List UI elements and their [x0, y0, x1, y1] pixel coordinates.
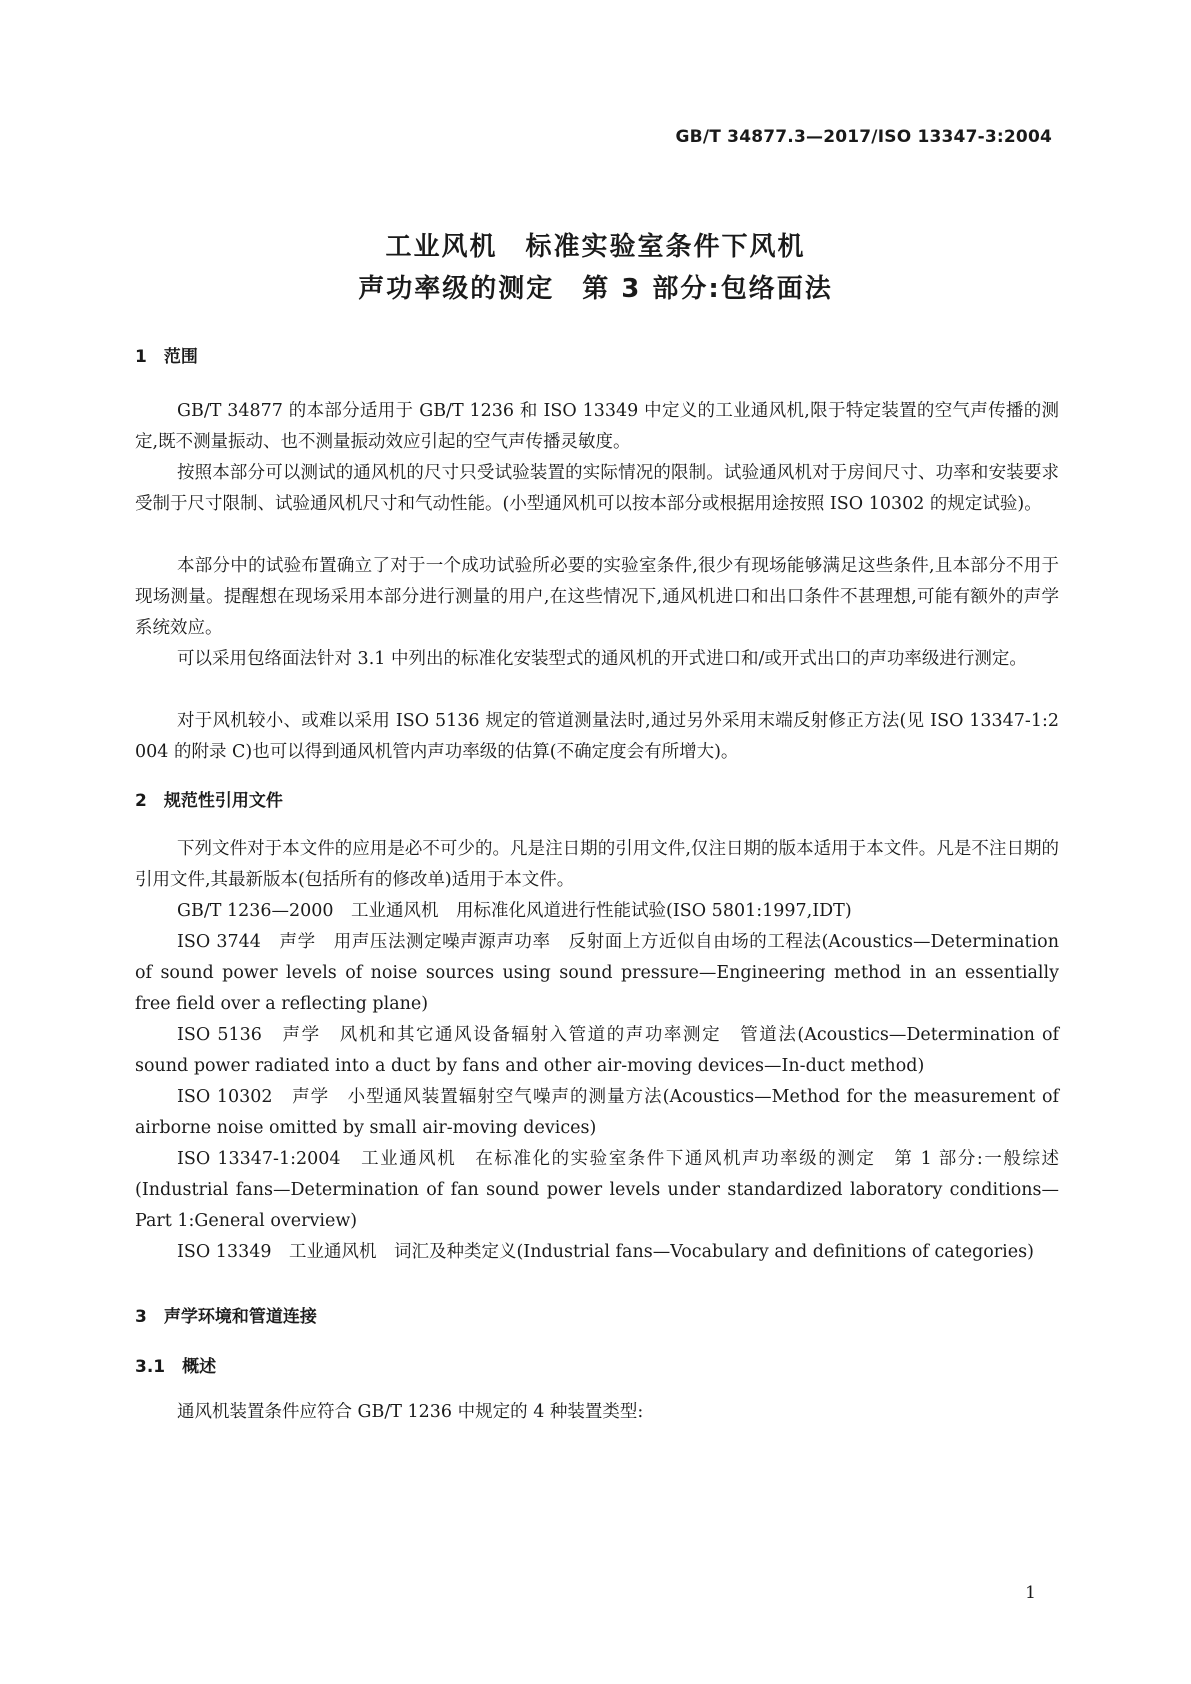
section-1-paragraph-2: 按照本部分可以测试的通风机的尺寸只受试验装置的实际情况的限制。试验通风机对于房间尺寸、功率和安装要求受制于尺寸限制、试验通风机尺寸和气动性能。(小型通风机可以按本部分或根据用途按照 ISO 10302 的规定试验)。 — [135, 463, 1059, 514]
standard-code-header: GB/T 34877.3—2017/ISO 13347-3:2004 — [675, 127, 1052, 147]
title-line-2: 声功率级的测定 第 3 部分:包络面法 — [358, 274, 833, 304]
section-1-heading: 1 范围 — [135, 347, 198, 367]
section-3-1-paragraph: 通风机装置条件应符合 GB/T 1236 中规定的 4 种装置类型: — [177, 1402, 644, 1422]
document-title — [0, 226, 1191, 310]
reference-gbt-1236: GB/T 1236—2000 工业通风机 用标准化风道进行性能试验(ISO 5801:1997,IDT) — [177, 901, 852, 921]
section-3-heading: 3 声学环境和管道连接 — [135, 1307, 317, 1327]
section-2-heading: 2 规范性引用文件 — [135, 791, 283, 811]
section-1-paragraph-5: 对于风机较小、或难以采用 ISO 5136 规定的管道测量法时,通过另外采用末端反射修正方法(见 ISO 13347-1:2004 的附录 C)也可以得到通风机管内声功率级的估算(不确定度会有所增大)。 — [135, 711, 1059, 762]
reference-iso-10302: ISO 10302 声学 小型通风装置辐射空气噪声的测量方法(Acoustics—Method for the measurement of airborne noise omitted by small air-moving devices) — [135, 1087, 1065, 1138]
reference-iso-5136: ISO 5136 声学 风机和其它通风设备辐射入管道的声功率测定 管道法(Acoustics—Determination of sound power radiated into a duct by fans and other air-moving devices—In-duct method) — [135, 1025, 1065, 1076]
reference-iso-13347-1: ISO 13347-1:2004 工业通风机 在标准化的实验室条件下通风机声功率级的测定 第 1 部分:一般综述(Industrial fans—Determination of fan sound power levels under standardized laboratory conditions—Part 1:General overview) — [135, 1149, 1059, 1231]
reference-iso-13349: ISO 13349 工业通风机 词汇及种类定义(Industrial fans—Vocabulary and definitions of categories) — [177, 1242, 1034, 1262]
section-1-paragraph-1: GB/T 34877 的本部分适用于 GB/T 1236 和 ISO 13349 中定义的工业通风机,限于特定装置的空气声传播的测定,既不测量振动、也不测量振动效应引起的空气声传播灵敏度。 — [135, 401, 1059, 452]
title-line-1: 工业风机 标准实验室条件下风机 — [385, 232, 806, 262]
section-1-paragraph-3: 本部分中的试验布置确立了对于一个成功试验所必要的实验室条件,很少有现场能够满足这些条件,且本部分不用于现场测量。提醒想在现场采用本部分进行测量的用户,在这些情况下,通风机进口和出口条件不甚理想,可能有额外的声学系统效应。 — [135, 556, 1059, 638]
section-1-paragraph-4: 可以采用包络面法针对 3.1 中列出的标准化安装型式的通风机的开式进口和/或开式出口的声功率级进行测定。 — [177, 649, 1027, 669]
section-3-1-heading: 3.1 概述 — [135, 1357, 217, 1377]
page-number: 1 — [1025, 1583, 1036, 1603]
reference-iso-3744: ISO 3744 声学 用声压法测定噪声源声功率 反射面上方近似自由场的工程法(Acoustics—Determination of sound power levels of noise sources using sound pressure—Engineering method in an essentially free field over a reflecting plane) — [135, 932, 1065, 1014]
section-2-intro: 下列文件对于本文件的应用是必不可少的。凡是注日期的引用文件,仅注日期的版本适用于本文件。凡是不注日期的引用文件,其最新版本(包括所有的修改单)适用于本文件。 — [135, 839, 1059, 890]
